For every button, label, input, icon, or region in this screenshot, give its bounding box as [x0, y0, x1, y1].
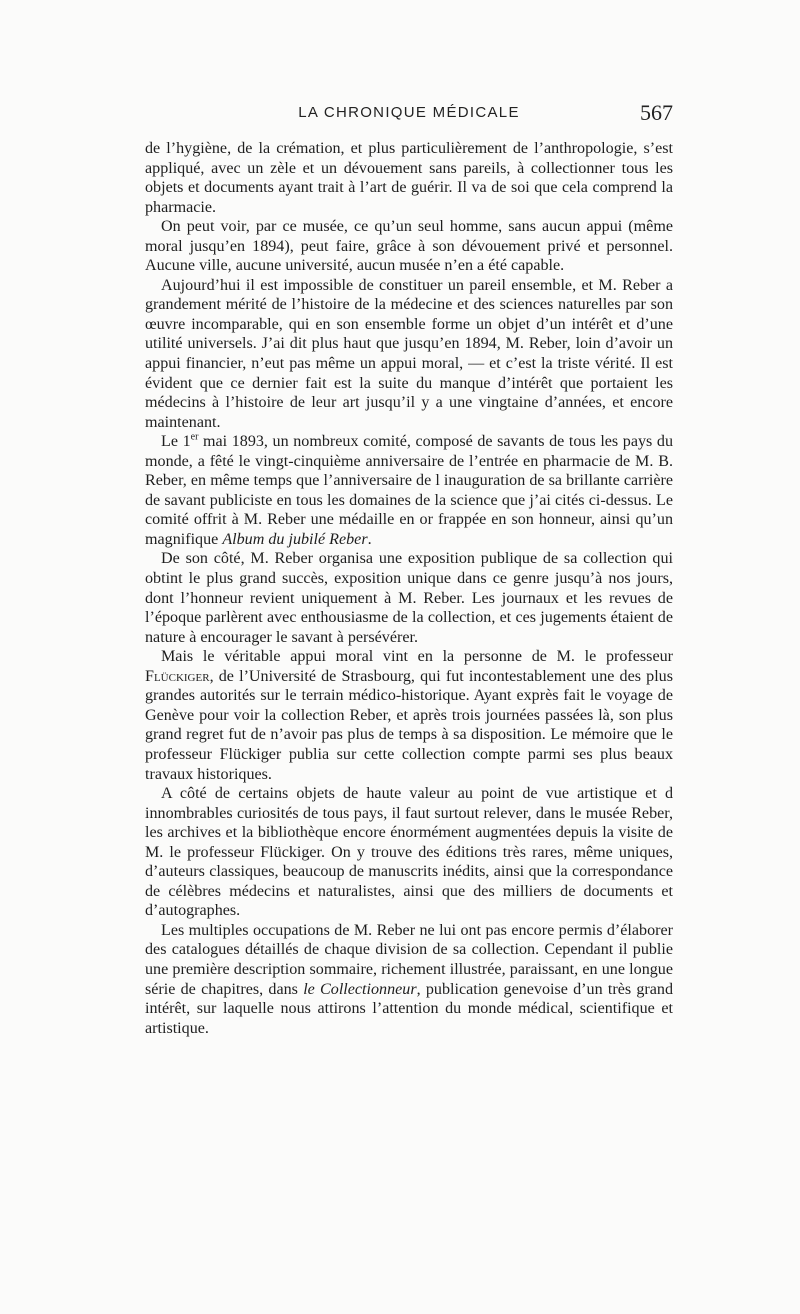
comite-text-middle: mai 1893, un nombreux comité, composé de savants de tous les pays du monde, a fêté le vingt-cinquième anniversaire de l’entrée en pharmacie de M. B. Reber, en même temps que l’anniversaire de l inauguration de sa brillante carrière de savant publiciste en tous les domaines de la science que j’ai cités ci-dessus. Le comité offrit à M. Reber une médaille en or frappée en son honneur, ainsi qu’un magnifique — [145, 433, 673, 548]
comite-text-start: Le 1 — [161, 433, 191, 451]
paragraph-exposition: De son côté, M. Reber organisa une exposition publique de sa collection qui obtint le plus grand succès, exposition unique dans ce genre jusqu’à nos jours, dont l’honneur revient uniquement à M. Reber. Les journaux et les revues de l’époque parlèrent avec enthousiasme de la collection, et ces jugements étaient de nature à encourager le savant à persévérer. — [145, 550, 673, 646]
collectionneur-title: le Collectionneur — [303, 980, 417, 998]
paragraph-comite — [145, 432, 673, 549]
paragraph-musee: On peut voir, par ce musée, ce qu’un seul homme, sans aucun appui (même moral jusqu’en 1894), peut faire, grâce à son dévouement privé et personnel. Aucune ville, aucune université, aucun musée n’en a été capable. — [145, 218, 673, 275]
page-number: 567 — [640, 100, 673, 125]
ordinal-superscript: er — [190, 431, 199, 443]
body-text — [145, 139, 673, 1038]
catalogues-text-end: , publication genevoise d’un très grand intérêt, sur laquelle nous attirons l’attention du monde médical, scientifique et artistique. — [145, 980, 674, 1037]
fluckiger-text-end: , de l’Université de Strasbourg, qui fut incontestablement une des plus grandes autorités sur le terrain médico-historique. Ayant exprès fait le voyage de Genève pour voir la collection Reber, et après trois journées passées là, son plus grand regret fut de n’avoir pas plus de temps à sa disposition. Le mémoire que le professeur Flückiger publia sur cette collection compte parmi ses plus beaux travaux historiques. — [145, 667, 673, 783]
paragraph-catalogues — [145, 921, 673, 1038]
fluckiger-text-start: Mais le véritable appui moral vint en la personne de M. le professeur — [161, 648, 673, 666]
catalogues-text-start: Les multiples occupations de M. Reber ne lui ont pas encore permis d’élaborer des catalogues détaillés de chaque division de sa collection. Cependant il publie une première description sommaire, richement illustrée, paraissant, en une longue série de chapitres, dans — [145, 921, 673, 998]
comite-text-end: . — [367, 530, 372, 548]
fluckiger-name: Flückiger — [145, 667, 210, 685]
album-title: Album du jubilé Reber — [222, 530, 368, 548]
page-header — [145, 100, 673, 130]
paragraph-curiosites: A côté de certains objets de haute valeur au point de vue artistique et d innombrables curiosités de tous pays, il faut surtout relever, dans le musée Reber, les archives et la bibliothèque encore énormément augmentées depuis la visite de M. le professeur Flückiger. On y trouve des éditions très rares, même uniques, d’auteurs classiques, beaucoup de manuscrits inédits, ainsi que la correspondance de célèbres médecins et naturalistes, ainsi que des milliers de documents et d’autographes. — [145, 785, 673, 920]
paragraph-continuation: de l’hygiène, de la crémation, et plus particulièrement de l’anthropologie, s’est appliqué, avec un zèle et un dévouement sans pareils, à collectionner tous les objets et documents ayant trait à l’art de guérir. Il va de soi que cela comprend la pharmacie. — [145, 140, 673, 216]
running-title: LA CHRONIQUE MÉDICALE — [298, 104, 520, 121]
paragraph-fluckiger — [145, 647, 673, 784]
paragraph-aujourdhui: Aujourd’hui il est impossible de constituer un pareil ensemble, et M. Reber a grandement mérité de l’histoire de la médecine et des sciences naturelles par son œuvre incomparable, qui en son ensemble forme un objet d’un intérêt et d’une utilité universels. J’ai dit plus haut que jusqu’en 1894, M. Reber, loin d’avoir un appui financier, n’eut pas même un appui moral, — et c’est la triste vérité. Il est évident que ce dernier fait est la suite du manque d’intérêt que portaient les médecins à l’histoire de leur art jusqu’il y a une vingtaine d’années, et encore maintenant. — [145, 276, 673, 431]
